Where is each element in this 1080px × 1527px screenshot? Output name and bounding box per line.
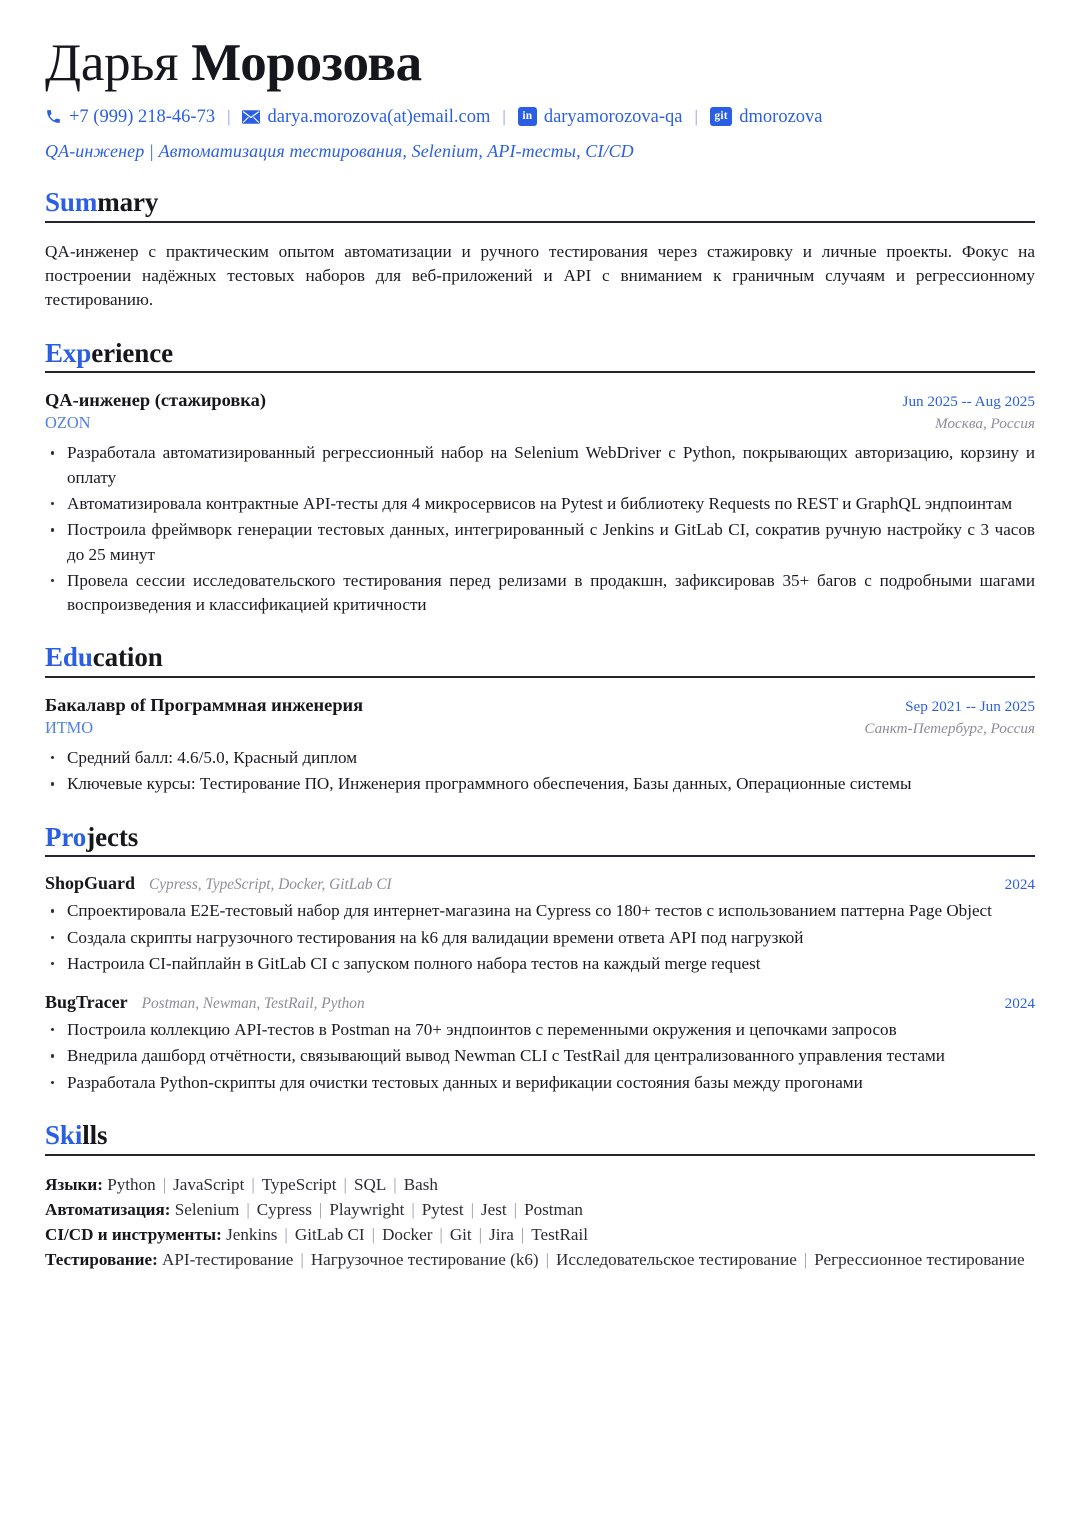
skills-list bbox=[45, 1172, 1035, 1273]
list-item: Построила коллекцию API-тестов в Postman на 70+ эндпоинтов с переменными окружения и цепочками запросов bbox=[45, 1018, 1035, 1042]
linkedin-text: daryamorozova-qa bbox=[543, 106, 683, 127]
list-item: Спроектировала E2E-тестовый набор для интернет-магазина на Cypress со 180+ тестов с использованием паттерна Page Object bbox=[45, 899, 1035, 923]
contact-separator: | bbox=[502, 106, 506, 126]
skill-item: TypeScript bbox=[261, 1174, 337, 1194]
github-text: dmorozova bbox=[739, 106, 823, 127]
skill-separator: | bbox=[803, 1249, 808, 1269]
section-title-highlight: Sum bbox=[45, 186, 98, 217]
tagline: QA-инженер | Автоматизация тестирования, Selenium, API-тесты, CI/CD bbox=[45, 140, 634, 161]
page-title bbox=[45, 36, 1035, 92]
skill-item: Selenium bbox=[174, 1199, 240, 1219]
education-entry-header bbox=[45, 695, 1035, 716]
skill-separator: | bbox=[513, 1199, 518, 1219]
skill-item: Git bbox=[449, 1224, 472, 1244]
list-item: Автоматизировала контрактные API-тесты для 4 микросервисов на Pytest и библиотеку Requests по REST и GraphQL эндпоинтам bbox=[45, 492, 1035, 516]
skill-item: Postman bbox=[524, 1199, 583, 1219]
skill-separator: | bbox=[545, 1249, 550, 1269]
section-title-summary bbox=[45, 188, 1035, 218]
skill-separator: | bbox=[470, 1199, 475, 1219]
school-location: Санкт-Петербург, Россия bbox=[864, 720, 1035, 738]
list-item: Внедрила дашборд отчётности, связывающий вывод Newman CLI с TestRail для централизованного управления тестами bbox=[45, 1044, 1035, 1068]
section-title-rest: lls bbox=[82, 1119, 108, 1150]
skill-item: Нагрузочное тестирование (k6) bbox=[310, 1249, 539, 1269]
section-experience bbox=[45, 339, 1035, 618]
project-header bbox=[45, 873, 1035, 894]
project-entry bbox=[45, 873, 1035, 976]
skill-item: Jira bbox=[489, 1224, 514, 1244]
skill-separator: | bbox=[300, 1249, 304, 1269]
envelope-icon bbox=[242, 110, 260, 124]
skill-item: Docker bbox=[382, 1224, 433, 1244]
skill-item: Исследовательское тестирование bbox=[556, 1249, 797, 1269]
contact-line bbox=[45, 106, 1035, 128]
skill-item: Регрессионное тестирование bbox=[814, 1249, 1025, 1269]
skill-category-label: Тестирование: bbox=[45, 1249, 158, 1269]
project-bullets bbox=[45, 1018, 1035, 1095]
experience-entry bbox=[45, 390, 1035, 617]
skill-row bbox=[45, 1222, 1035, 1247]
list-item: Средний балл: 4.6/5.0, Красный диплом bbox=[45, 746, 1035, 770]
skill-separator: | bbox=[343, 1174, 347, 1194]
section-education bbox=[45, 643, 1035, 796]
skill-item: Pytest bbox=[421, 1199, 464, 1219]
list-item: Провела сессии исследовательского тестирования перед релизами в продакшн, зафиксировав 35+ багов с подробными шагами воспроизведения и классификацией критичности bbox=[45, 569, 1035, 618]
last-name: Морозова bbox=[191, 34, 422, 92]
contact-phone[interactable] bbox=[45, 106, 215, 128]
skill-row bbox=[45, 1172, 1035, 1197]
skill-item: Jest bbox=[481, 1199, 507, 1219]
contact-separator: | bbox=[694, 106, 698, 126]
section-title-rest: erience bbox=[91, 337, 173, 368]
project-year: 2024 bbox=[1004, 995, 1035, 1013]
project-entry bbox=[45, 992, 1035, 1095]
skill-separator: | bbox=[371, 1224, 376, 1244]
project-name: BugTracer bbox=[45, 992, 128, 1013]
section-title-experience bbox=[45, 339, 1035, 369]
project-stack: Cypress, TypeScript, Docker, GitLab CI bbox=[149, 876, 392, 894]
skill-separator: | bbox=[162, 1174, 167, 1194]
section-title-highlight: Ski bbox=[45, 1119, 83, 1150]
skill-item: Jenkins bbox=[226, 1224, 278, 1244]
github-icon: git bbox=[710, 107, 732, 126]
section-title-highlight: Exp bbox=[45, 337, 92, 368]
job-dates: Jun 2025 -- Aug 2025 bbox=[902, 393, 1035, 411]
skill-item: Python bbox=[107, 1174, 156, 1194]
list-item: Настроила CI-пайплайн в GitLab CI с запуском полного набора тестов на каждый merge request bbox=[45, 952, 1035, 976]
skill-item: Bash bbox=[403, 1174, 438, 1194]
skill-category-label: Языки: bbox=[45, 1174, 103, 1194]
list-item: Создала скрипты нагрузочного тестирования на k6 для валидации времени ответа API под нагрузкой bbox=[45, 926, 1035, 950]
section-title-rest: jects bbox=[86, 821, 139, 852]
section-rule bbox=[45, 371, 1035, 373]
email-text: darya.morozova(at)email.com bbox=[267, 106, 491, 127]
skill-separator: | bbox=[246, 1199, 250, 1219]
section-rule bbox=[45, 221, 1035, 223]
job-location: Москва, Россия bbox=[934, 415, 1035, 433]
degree-title: Бакалавр of Программная инженерия bbox=[45, 695, 364, 716]
section-title-projects bbox=[45, 823, 1035, 853]
skill-item: JavaScript bbox=[173, 1174, 245, 1194]
skill-row bbox=[45, 1197, 1035, 1222]
experience-entry-header bbox=[45, 390, 1035, 411]
skill-separator: | bbox=[478, 1224, 483, 1244]
summary-text: QA-инженер с практическим опытом автоматизации и ручного тестирования через стажировку и личные проекты. Фокус на построении надёжных тестовых наборов для веб-приложений и API с вниманием к граничным случаям и регрессионному тестированию. bbox=[45, 241, 1035, 310]
skill-category-label: Автоматизация: bbox=[45, 1199, 171, 1219]
section-title-rest: cation bbox=[92, 642, 163, 673]
skill-separator: | bbox=[411, 1199, 415, 1219]
skill-separator: | bbox=[520, 1224, 525, 1244]
phone-icon bbox=[45, 108, 62, 125]
section-title-rest: mary bbox=[97, 186, 159, 217]
skill-separator: | bbox=[251, 1174, 255, 1194]
contact-linkedin[interactable] bbox=[518, 106, 683, 128]
skill-item: SQL bbox=[353, 1174, 387, 1194]
section-rule bbox=[45, 855, 1035, 857]
skill-separator: | bbox=[439, 1224, 443, 1244]
skill-separator: | bbox=[393, 1174, 397, 1194]
phone-text: +7 (999) 218-46-73 bbox=[69, 106, 216, 127]
section-title-skills bbox=[45, 1121, 1035, 1151]
skill-row bbox=[45, 1247, 1035, 1272]
contact-separator: | bbox=[227, 106, 231, 126]
section-skills bbox=[45, 1121, 1035, 1272]
project-stack: Postman, Newman, TestRail, Python bbox=[141, 995, 365, 1013]
skill-item: Playwright bbox=[329, 1199, 405, 1219]
education-bullets bbox=[45, 746, 1035, 797]
skill-item: TestRail bbox=[531, 1224, 588, 1244]
project-bullets bbox=[45, 899, 1035, 976]
section-title-highlight: Pro bbox=[45, 821, 87, 852]
resume-header bbox=[45, 36, 1035, 162]
skill-separator: | bbox=[318, 1199, 323, 1219]
section-rule bbox=[45, 676, 1035, 678]
section-summary bbox=[45, 188, 1035, 313]
contact-github[interactable] bbox=[710, 106, 823, 128]
list-item: Построила фреймворк генерации тестовых данных, интегрированный с Jenkins и GitLab CI, сократив ручную настройку с 3 часов до 25 минут bbox=[45, 518, 1035, 567]
skill-item: GitLab CI bbox=[294, 1224, 365, 1244]
list-item: Ключевые курсы: Тестирование ПО, Инженерия программного обеспечения, Базы данных, Операционные системы bbox=[45, 772, 1035, 796]
experience-entry-subheader bbox=[45, 413, 1035, 433]
section-title-highlight: Edu bbox=[45, 642, 93, 673]
degree-dates: Sep 2021 -- Jun 2025 bbox=[905, 698, 1035, 716]
skill-category-label: CI/CD и инструменты: bbox=[45, 1224, 222, 1244]
section-projects bbox=[45, 823, 1035, 1095]
list-item: Разработала Python-скрипты для очистки тестовых данных и верификации состояния базы между прогонами bbox=[45, 1071, 1035, 1095]
company-name: OZON bbox=[45, 413, 91, 433]
section-title-education bbox=[45, 643, 1035, 673]
education-entry bbox=[45, 695, 1035, 797]
list-item: Разработала автоматизированный регрессионный набор на Selenium WebDriver с Python, покрывающих авторизацию, корзину и оплату bbox=[45, 441, 1035, 490]
project-name: ShopGuard bbox=[45, 873, 136, 894]
project-header-left bbox=[45, 873, 392, 894]
section-rule bbox=[45, 1154, 1035, 1156]
first-name: Дарья bbox=[45, 34, 179, 92]
job-bullets bbox=[45, 441, 1035, 617]
school-name: ИТМО bbox=[45, 718, 94, 738]
skill-item: API-тестирование bbox=[162, 1249, 294, 1269]
contact-email[interactable] bbox=[242, 106, 490, 128]
project-header-left bbox=[45, 992, 365, 1013]
job-title: QA-инженер (стажировка) bbox=[45, 390, 266, 411]
education-entry-subheader bbox=[45, 718, 1035, 738]
project-header bbox=[45, 992, 1035, 1013]
skill-separator: | bbox=[284, 1224, 288, 1244]
project-year: 2024 bbox=[1004, 876, 1035, 894]
linkedin-icon: in bbox=[518, 107, 537, 126]
skill-item: Cypress bbox=[256, 1199, 312, 1219]
